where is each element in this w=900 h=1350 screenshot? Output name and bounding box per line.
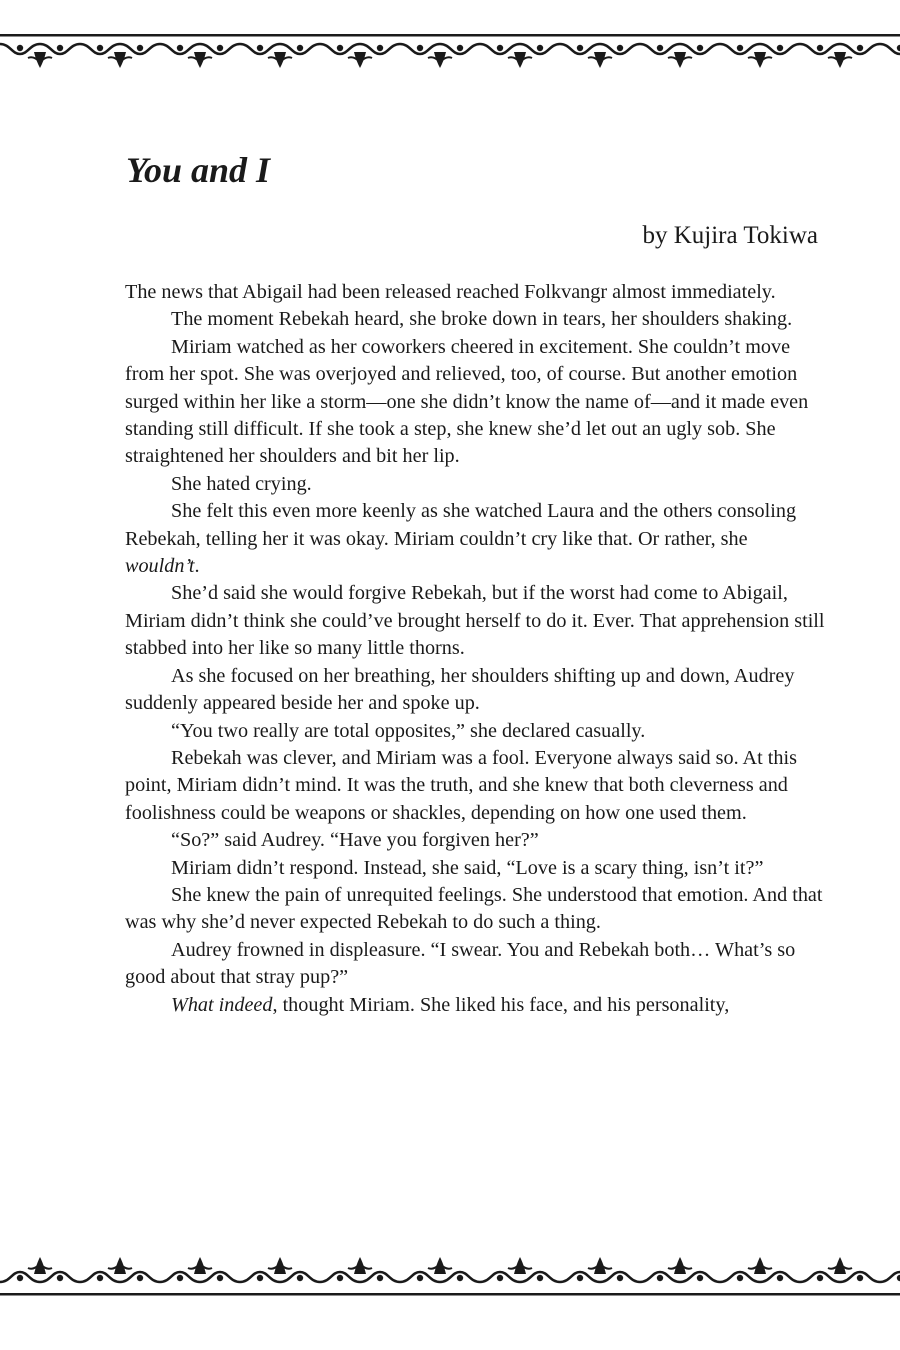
paragraph: She knew the pain of unrequited feelings. She understood that emotion. And that was why she’d never expected Rebekah to do such a thing. <box>125 883 823 934</box>
paragraph: Audrey frowned in displeasure. “I swear. You and Rebekah both… What’s so good about that stray pup?” <box>125 938 796 989</box>
story-title: You and I <box>126 150 271 190</box>
paragraph <box>125 992 825 1019</box>
paragraph: “So?” said Audrey. “Have you forgiven her?” <box>171 829 539 852</box>
paragraph: Rebekah was clever, and Miriam was a fool. Everyone always said so. At this point, Miriam didn’t mind. It was the truth, and she knew that both cleverness and foolishness could be weapons or shackles, depending on how one used them. <box>125 746 797 824</box>
paragraph-text: She felt this even more keenly as she watched Laura and the others consoling Rebekah, telling her it was okay. Miriam couldn’t cry like that. Or rather, she <box>125 500 797 550</box>
story-body <box>125 279 825 1019</box>
paragraph: The moment Rebekah heard, she broke down in tears, her shoulders shaking. <box>171 308 793 331</box>
emphasis-text: wouldn’t <box>125 555 195 578</box>
paragraph: She’d said she would forgive Rebekah, but if the worst had come to Abigail, Miriam didn’t think she could’ve brought herself to do it. Ever. That apprehension still stabbed into her like so many little thorns. <box>125 582 825 660</box>
paragraph-text: . <box>194 555 200 578</box>
paragraph: She hated crying. <box>171 472 312 495</box>
paragraph: Miriam watched as her coworkers cheered in excitement. She couldn’t move from her spot. She was overjoyed and relieved, too, of course. But another emotion surged within her like a storm—one she didn’t know the name of—and it made even standing still difficult. If she took a step, she knew she’d let out an ugly sob. She straightened her shoulders and bit her lip. <box>125 335 809 468</box>
paragraph <box>125 498 825 580</box>
paragraph: As she focused on her breathing, her shoulders shifting up and down, Audrey suddenly appeared beside her and spoke up. <box>125 664 795 715</box>
emphasis-text: What indeed <box>171 993 273 1016</box>
paragraph: “You two really are total opposites,” she declared casually. <box>171 719 646 742</box>
paragraph: The news that Abigail had been released reached Folkvangr almost immediately. <box>125 281 776 303</box>
paragraph: Miriam didn’t respond. Instead, she said, “Love is a scary thing, isn’t it?” <box>171 856 764 879</box>
ornamental-border-bottom-icon <box>0 1252 900 1300</box>
paragraph-text: , thought Miriam. She liked his face, and his personality, <box>272 993 730 1016</box>
ornamental-border-top-icon <box>0 30 900 75</box>
story-byline: by Kujira Tokiwa <box>642 222 818 249</box>
